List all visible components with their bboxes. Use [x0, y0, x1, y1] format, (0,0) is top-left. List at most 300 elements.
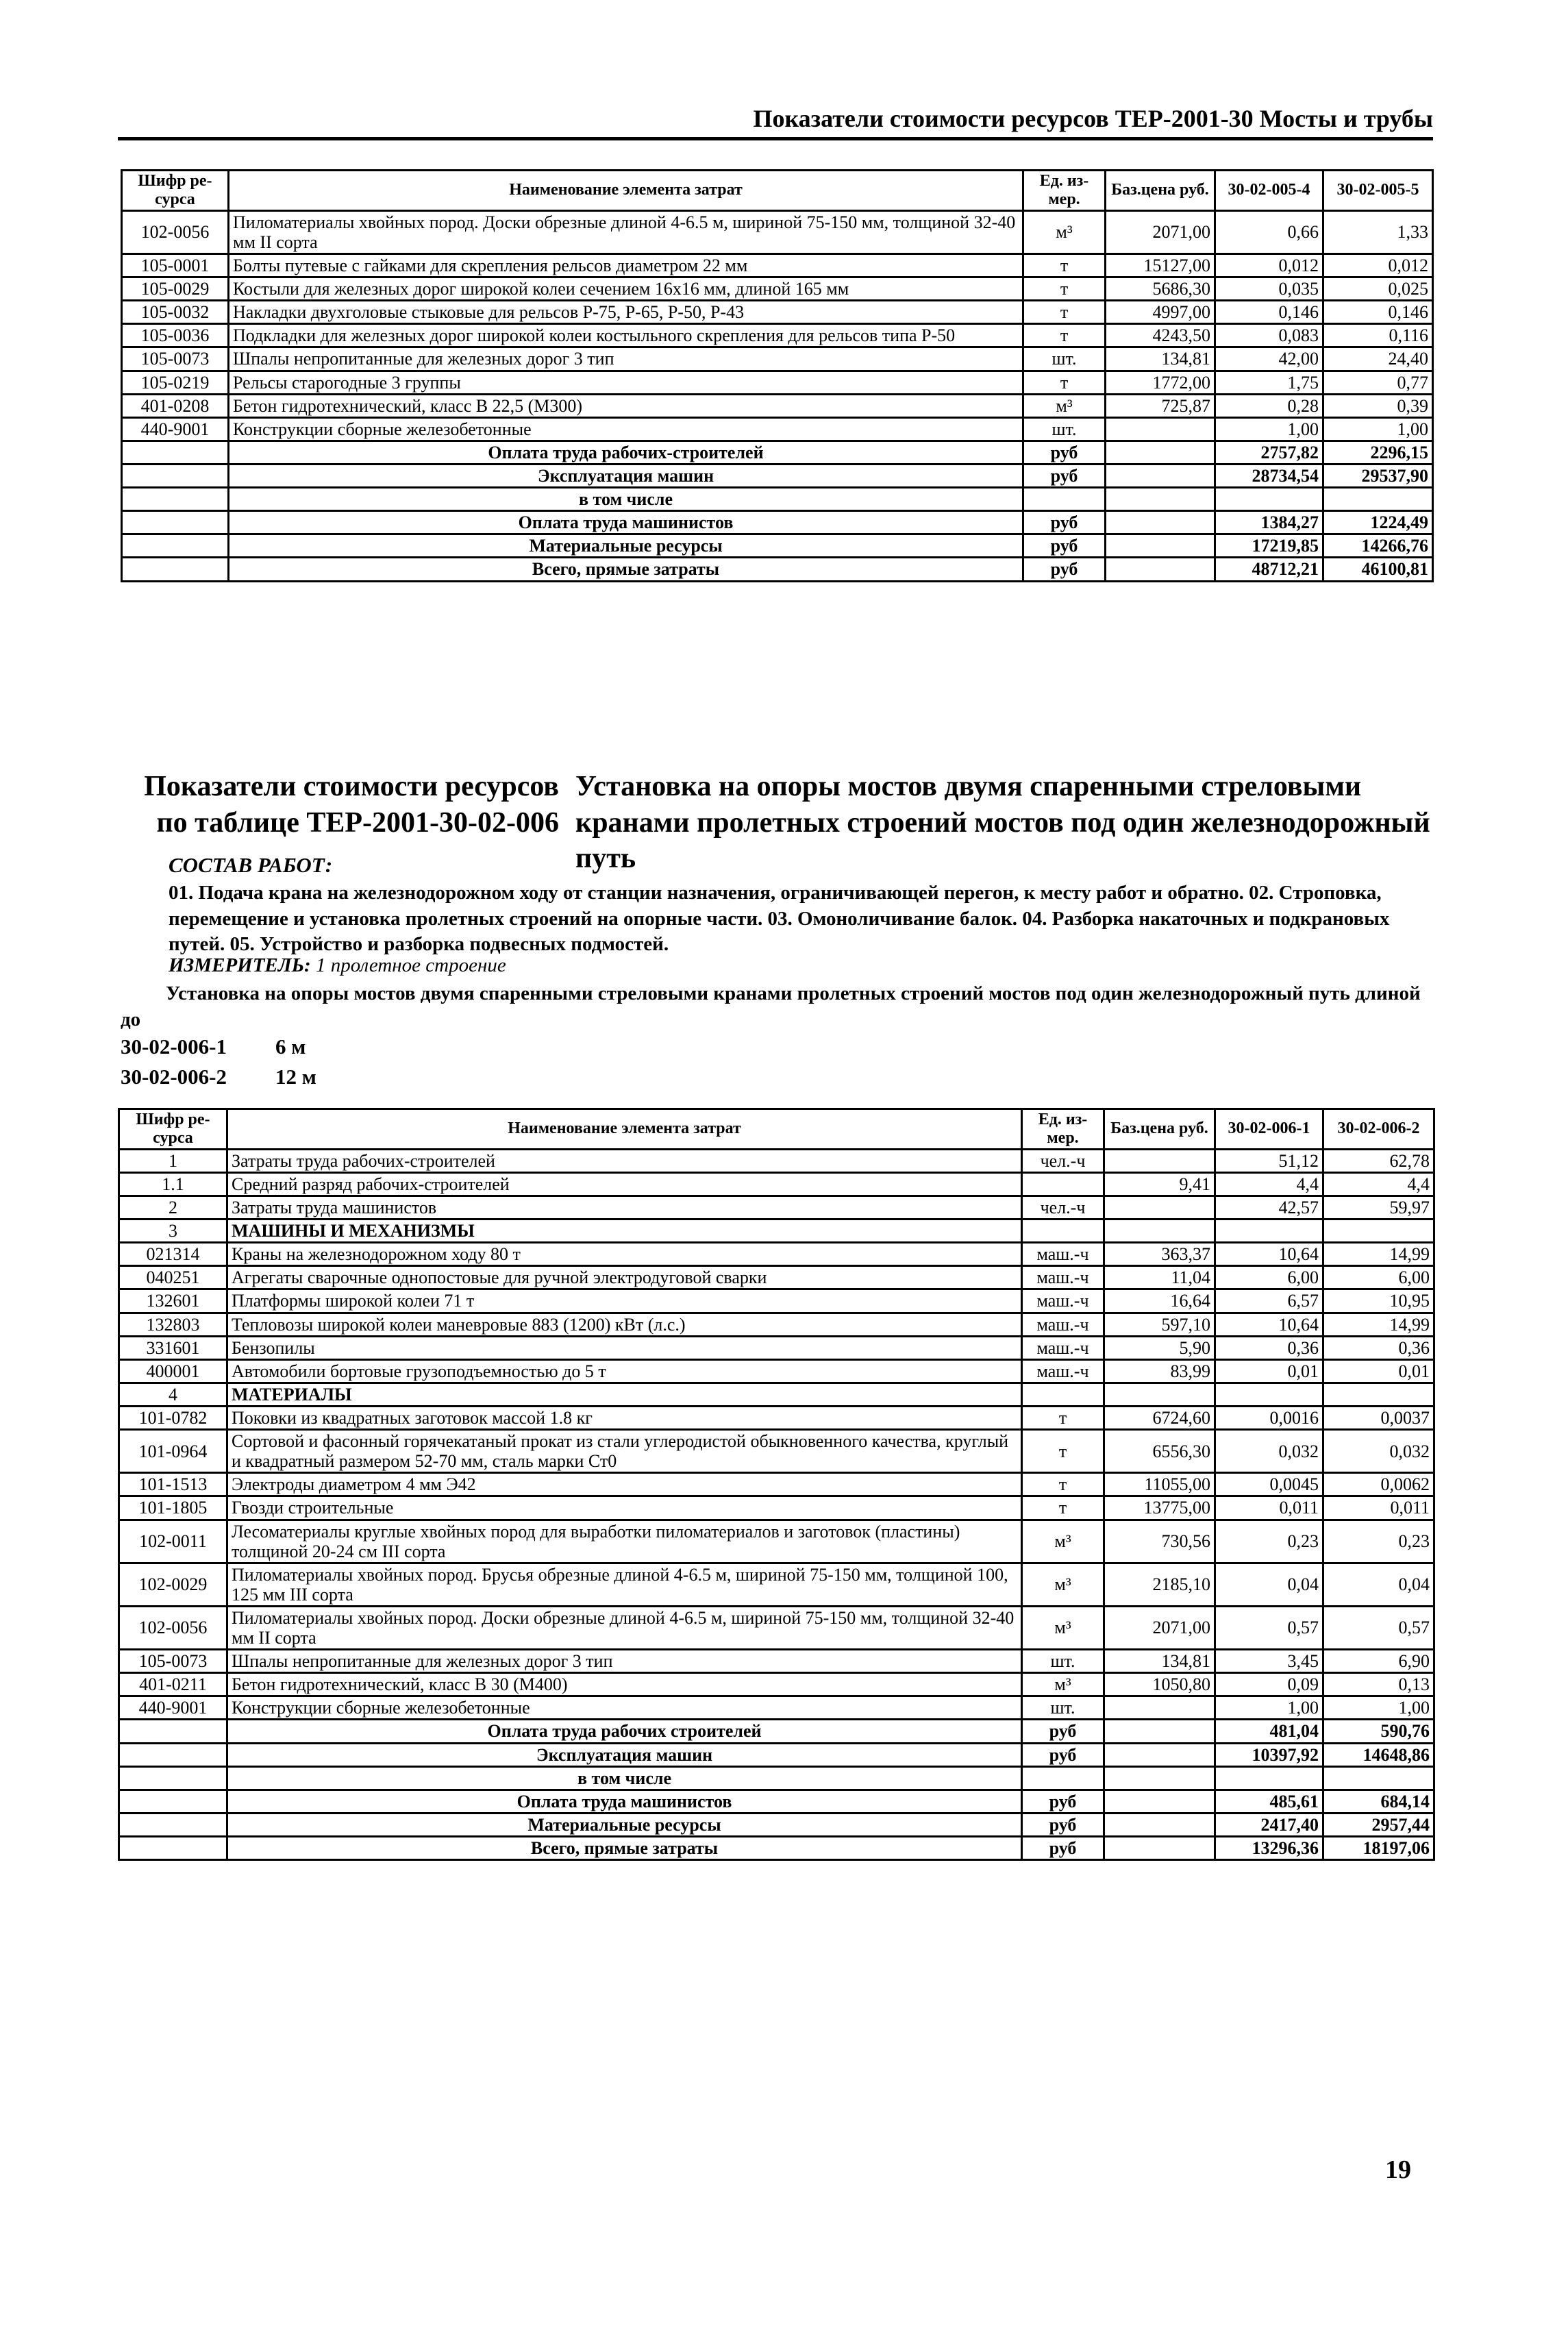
cell-unit: чел.-ч [1022, 1149, 1104, 1172]
cell-value-1: 0,66 [1215, 210, 1323, 253]
cell-value-2: 0,0037 [1323, 1406, 1434, 1429]
cell-value-1: 10,64 [1215, 1313, 1323, 1336]
cell-value-1: 0,032 [1215, 1430, 1323, 1473]
cell-value-1: 42,57 [1215, 1196, 1323, 1219]
table-row [119, 1696, 1434, 1720]
cell-value-1: 4,4 [1215, 1172, 1323, 1196]
cell-name: Средний разряд рабочих-строителей [227, 1172, 1022, 1196]
cell-value-2: 62,78 [1323, 1149, 1434, 1172]
cell-unit [1022, 1383, 1104, 1406]
cell-price: 11055,00 [1104, 1473, 1215, 1496]
cell-value-2: 14,99 [1323, 1313, 1434, 1336]
cell-value-1: 0,083 [1215, 324, 1323, 347]
cell-price [1104, 1149, 1215, 1172]
cell-name: Эксплуатация машин [227, 1743, 1022, 1766]
table-row [119, 1406, 1434, 1429]
cell-code: 102-0056 [122, 210, 229, 253]
cell-name: в том числе [229, 488, 1023, 511]
cell-name: в том числе [227, 1766, 1022, 1790]
table-row [119, 1430, 1434, 1473]
table-row [119, 1172, 1434, 1196]
code-row [121, 1032, 316, 1062]
cell-value-1: 2417,40 [1215, 1813, 1323, 1836]
table-row [119, 1149, 1434, 1172]
cell-price: 597,10 [1104, 1313, 1215, 1336]
table-row [122, 347, 1433, 371]
cell-value-1: 42,00 [1215, 347, 1323, 371]
cell-name: Бетон гидротехнический, класс В 30 (М400) [227, 1673, 1022, 1696]
cell-price: 15127,00 [1106, 253, 1215, 277]
cell-value-2: 1,00 [1323, 417, 1433, 441]
cell-value-1 [1215, 488, 1323, 511]
cell-value-1: 481,04 [1215, 1720, 1323, 1743]
cell-value-1 [1215, 1220, 1323, 1243]
cell-name: Шпалы непропитанные для железных дорог 3 тип [227, 1650, 1022, 1673]
cell-name: Накладки двухголовые стыковые для рельсов Р-75, Р-65, Р-50, Р-43 [229, 301, 1023, 324]
cell-value-1: 0,09 [1215, 1673, 1323, 1696]
cell-value-2: 10,95 [1323, 1289, 1434, 1313]
cell-name: Агрегаты сварочные однопостовые для ручной электродуговой сварки [227, 1266, 1022, 1289]
header-price: Баз.цена руб. [1106, 171, 1215, 211]
cell-name: Оплата труда машинистов [227, 1790, 1022, 1813]
cell-price: 730,56 [1104, 1520, 1215, 1563]
cell-price [1104, 1696, 1215, 1720]
cell-name: МАШИНЫ И МЕХАНИЗМЫ [227, 1220, 1022, 1243]
resource-table-005 [121, 169, 1434, 582]
cell-code: 4 [119, 1383, 227, 1406]
table-row [119, 1673, 1434, 1696]
cell-price [1104, 1837, 1215, 1860]
summary-row [122, 511, 1433, 534]
cell-code: 102-0029 [119, 1563, 227, 1606]
cell-value-2: 1224,49 [1323, 511, 1433, 534]
cell-code: 105-0001 [122, 253, 229, 277]
cell-code: 1 [119, 1149, 227, 1172]
cell-price [1106, 488, 1215, 511]
cell-value-1: 0,146 [1215, 301, 1323, 324]
code-id: 30-02-006-2 [121, 1065, 227, 1089]
cell-price: 134,81 [1106, 347, 1215, 371]
cell-value-2: 0,36 [1323, 1336, 1434, 1359]
cell-unit: маш.-ч [1022, 1266, 1104, 1289]
codes-list [121, 1032, 316, 1092]
cell-name: Подкладки для железных дорог широкой колеи костыльного скрепления для рельсов типа Р-50 [229, 324, 1023, 347]
cell-unit: маш.-ч [1022, 1243, 1104, 1266]
cell-name: Рельсы старогодные 3 группы [229, 371, 1023, 394]
header-name: Наименование элемента затрат [227, 1109, 1022, 1150]
cell-value-1: 0,0045 [1215, 1473, 1323, 1496]
summary-row [122, 464, 1433, 487]
cell-code: 040251 [119, 1266, 227, 1289]
cell-unit: маш.-ч [1022, 1313, 1104, 1336]
table-row [119, 1336, 1434, 1359]
cell-value-2: 0,0062 [1323, 1473, 1434, 1496]
cell-price: 6556,30 [1104, 1430, 1215, 1473]
cell-name: Тепловозы широкой колеи маневровые 883 (1200) кВт (л.с.) [227, 1313, 1022, 1336]
cell-name: Лесоматериалы круглые хвойных пород для выработки пиломатериалов и заготовок (пластины) толщиной 20-24 см III сорта [227, 1520, 1022, 1563]
cell-price [1104, 1220, 1215, 1243]
running-header: Показатели стоимости ресурсов ТЕР-2001-30 Мосты и трубы [118, 104, 1433, 140]
cell-code: 440-9001 [122, 417, 229, 441]
cell-unit: т [1023, 277, 1106, 301]
cell-name: Оплата труда рабочих-строителей [229, 441, 1023, 464]
cell-price [1106, 441, 1215, 464]
code-length: 12 м [275, 1065, 316, 1089]
cell-name: Автомобили бортовые грузоподъемностью до 5 т [227, 1359, 1022, 1383]
cell-value-2: 29537,90 [1323, 464, 1433, 487]
cell-value-1 [1215, 1766, 1323, 1790]
cell-value-1: 1,00 [1215, 417, 1323, 441]
cell-name: Шпалы непропитанные для железных дорог 3 тип [229, 347, 1023, 371]
cell-value-2: 2296,15 [1323, 441, 1433, 464]
cell-value-2: 0,77 [1323, 371, 1433, 394]
cell-unit: шт. [1022, 1650, 1104, 1673]
cell-unit [1023, 488, 1106, 511]
cell-price: 83,99 [1104, 1359, 1215, 1383]
cell-unit: чел.-ч [1022, 1196, 1104, 1219]
cell-value-2: 14,99 [1323, 1243, 1434, 1266]
summary-row [119, 1790, 1434, 1813]
cell-name: Бетон гидротехнический, класс В 22,5 (М300) [229, 394, 1023, 417]
cell-value-2 [1323, 1220, 1434, 1243]
code-row [121, 1062, 316, 1092]
cell-price: 363,37 [1104, 1243, 1215, 1266]
cell-name: Затраты труда рабочих-строителей [227, 1149, 1022, 1172]
header-unit: Ед. из-мер. [1023, 171, 1106, 211]
cell-unit: т [1022, 1406, 1104, 1429]
cell-value-2: 0,01 [1323, 1359, 1434, 1383]
cell-price: 13775,00 [1104, 1496, 1215, 1520]
header-unit: Ед. из-мер. [1022, 1109, 1104, 1150]
cell-name: Затраты труда машинистов [227, 1196, 1022, 1219]
cell-price [1104, 1743, 1215, 1766]
cell-price: 5,90 [1104, 1336, 1215, 1359]
cell-name: Бензопилы [227, 1336, 1022, 1359]
cell-value-1: 1,75 [1215, 371, 1323, 394]
cell-name: Сортовой и фасонный горячекатаный прокат из стали углеродистой обыкновенного качества, круглый и квадратный размером 52-70 мм, сталь марки Ст0 [227, 1430, 1022, 1473]
cell-value-2: 0,032 [1323, 1430, 1434, 1473]
cell-price: 725,87 [1106, 394, 1215, 417]
cell-unit: маш.-ч [1022, 1359, 1104, 1383]
cell-unit: руб [1022, 1790, 1104, 1813]
measure-value: 1 пролетное строение [315, 954, 506, 976]
cell-value-2: 684,14 [1323, 1790, 1434, 1813]
cell-name: Пиломатериалы хвойных пород. Доски обрезные длиной 4-6.5 м, шириной 75-150 мм, толщиной 32-40 мм II сорта [229, 210, 1023, 253]
cell-value-1: 0,01 [1215, 1359, 1323, 1383]
cell-value-1: 0,28 [1215, 394, 1323, 417]
code-length: 6 м [275, 1035, 306, 1059]
cell-code [119, 1837, 227, 1860]
table-row [119, 1220, 1434, 1243]
cell-value-2: 0,146 [1323, 301, 1433, 324]
cell-code: 331601 [119, 1336, 227, 1359]
summary-row [119, 1837, 1434, 1860]
cell-code [119, 1766, 227, 1790]
cell-code: 401-0211 [119, 1673, 227, 1696]
table-row [119, 1650, 1434, 1673]
header-v1: 30-02-006-1 [1215, 1109, 1323, 1150]
cell-value-2: 0,011 [1323, 1496, 1434, 1520]
cell-code: 105-0029 [122, 277, 229, 301]
table-row [122, 371, 1433, 394]
cell-name: Пиломатериалы хвойных пород. Брусья обрезные длиной 4-6.5 м, шириной 75-150 мм, толщиной 100, 125 мм III сорта [227, 1563, 1022, 1606]
cell-value-1: 6,00 [1215, 1266, 1323, 1289]
cell-value-1: 2757,82 [1215, 441, 1323, 464]
table-row [122, 324, 1433, 347]
table-header-row [122, 171, 1433, 211]
cell-unit: м³ [1022, 1606, 1104, 1649]
page-number: 19 [1385, 2155, 1411, 2184]
table-row [119, 1313, 1434, 1336]
cell-unit: т [1022, 1473, 1104, 1496]
cell-name: Оплата труда рабочих строителей [227, 1720, 1022, 1743]
cell-name: Материальные ресурсы [227, 1813, 1022, 1836]
cell-code: 2 [119, 1196, 227, 1219]
cell-value-1 [1215, 1383, 1323, 1406]
summary-row [122, 558, 1433, 581]
cell-price [1104, 1196, 1215, 1219]
table-row [119, 1606, 1434, 1649]
table-row [119, 1520, 1434, 1563]
cell-code [122, 534, 229, 558]
cell-name: Конструкции сборные железобетонные [227, 1696, 1022, 1720]
cell-code: 1.1 [119, 1172, 227, 1196]
cell-unit: шт. [1022, 1696, 1104, 1720]
cell-price: 2071,00 [1104, 1606, 1215, 1649]
summary-row [122, 441, 1433, 464]
cell-code: 021314 [119, 1243, 227, 1266]
cell-price: 1050,80 [1104, 1673, 1215, 1696]
cell-value-1: 0,04 [1215, 1563, 1323, 1606]
cell-name: Материальные ресурсы [229, 534, 1023, 558]
summary-row [122, 534, 1433, 558]
cell-code: 101-1513 [119, 1473, 227, 1496]
cell-price [1104, 1766, 1215, 1790]
cell-unit: т [1023, 301, 1106, 324]
cell-value-2: 0,13 [1323, 1673, 1434, 1696]
cell-value-2: 4,4 [1323, 1172, 1434, 1196]
table-row [122, 277, 1433, 301]
cell-value-1: 0,0016 [1215, 1406, 1323, 1429]
cell-unit: м³ [1023, 394, 1106, 417]
table-row [119, 1266, 1434, 1289]
summary-row [119, 1743, 1434, 1766]
cell-name: Конструкции сборные железобетонные [229, 417, 1023, 441]
cell-unit: м³ [1022, 1563, 1104, 1606]
cell-unit: руб [1022, 1813, 1104, 1836]
cell-code: 105-0073 [119, 1650, 227, 1673]
cell-name: Краны на железнодорожном ходу 80 т [227, 1243, 1022, 1266]
cell-value-1: 0,035 [1215, 277, 1323, 301]
cell-price [1106, 464, 1215, 487]
cell-value-2: 0,04 [1323, 1563, 1434, 1606]
cell-name: Болты путевые с гайками для скрепления рельсов диаметром 22 мм [229, 253, 1023, 277]
cell-unit: руб [1023, 534, 1106, 558]
cell-code: 105-0036 [122, 324, 229, 347]
table-row [119, 1383, 1434, 1406]
cell-code [119, 1743, 227, 1766]
code-id: 30-02-006-1 [121, 1035, 227, 1059]
cell-unit [1022, 1766, 1104, 1790]
cell-code [119, 1720, 227, 1743]
cell-unit: маш.-ч [1022, 1289, 1104, 1313]
cell-code: 132601 [119, 1289, 227, 1313]
cell-unit: т [1022, 1496, 1104, 1520]
cell-code: 101-1805 [119, 1496, 227, 1520]
cell-value-2: 0,116 [1323, 324, 1433, 347]
cell-unit: т [1023, 253, 1106, 277]
cell-price [1106, 534, 1215, 558]
cell-unit: руб [1022, 1720, 1104, 1743]
table-header-row [119, 1109, 1434, 1150]
cell-code [119, 1813, 227, 1836]
cell-code [122, 464, 229, 487]
composition-text: 01. Подача крана на железнодорожном ходу от станции назначения, ограничивающей перегон, к месту работ и обратно. 02. Строповка, перемещение и установка пролетных строений на опорные части. 03. Омоноличивание балок. 04. Разборка накаточных и подкрановых путей. 05. Устройство и разборка подвесных подмостей. [169, 882, 1390, 956]
cell-unit: руб [1022, 1837, 1104, 1860]
table-row [119, 1563, 1434, 1606]
cell-name: Костыли для железных дорог широкой колеи сечением 16х16 мм, длиной 165 мм [229, 277, 1023, 301]
cell-code [122, 558, 229, 581]
cell-code: 105-0073 [122, 347, 229, 371]
cell-name: МАТЕРИАЛЫ [227, 1383, 1022, 1406]
section-title-right: Установка на опоры мостов двумя спаренными стреловыми кранами пролетных строений мостов под один железнодорожный путь [575, 771, 1430, 874]
cell-value-2 [1323, 488, 1433, 511]
cell-unit: шт. [1023, 417, 1106, 441]
cell-unit: т [1022, 1430, 1104, 1473]
composition-label: СОСТАВ РАБОТ: [169, 853, 333, 877]
header-code: Шифр ре-сурса [122, 171, 229, 211]
cell-value-2: 18197,06 [1323, 1837, 1434, 1860]
summary-row [122, 488, 1433, 511]
cell-unit [1022, 1220, 1104, 1243]
summary-row [119, 1720, 1434, 1743]
cell-value-1: 3,45 [1215, 1650, 1323, 1673]
summary-row [119, 1813, 1434, 1836]
cell-name: Гвозди строительные [227, 1496, 1022, 1520]
cell-value-1: 28734,54 [1215, 464, 1323, 487]
table-row [122, 210, 1433, 253]
cell-code: 105-0219 [122, 371, 229, 394]
header-code: Шифр ре-сурса [119, 1109, 227, 1150]
header-v2: 30-02-006-2 [1323, 1109, 1434, 1150]
cell-value-1: 13296,36 [1215, 1837, 1323, 1860]
cell-code: 3 [119, 1220, 227, 1243]
cell-price: 16,64 [1104, 1289, 1215, 1313]
cell-value-2: 2957,44 [1323, 1813, 1434, 1836]
cell-unit: т [1023, 371, 1106, 394]
cell-unit: м³ [1022, 1673, 1104, 1696]
cell-value-1: 6,57 [1215, 1289, 1323, 1313]
cell-name: Пиломатериалы хвойных пород. Доски обрезные длиной 4-6.5 м, шириной 75-150 мм, толщиной 32-40 мм II сорта [227, 1606, 1022, 1649]
table-row [119, 1473, 1434, 1496]
table-row [122, 417, 1433, 441]
header-v1: 30-02-005-4 [1215, 171, 1323, 211]
cell-value-1: 0,36 [1215, 1336, 1323, 1359]
cell-price: 5686,30 [1106, 277, 1215, 301]
cell-value-1: 1384,27 [1215, 511, 1323, 534]
cell-value-2: 0,025 [1323, 277, 1433, 301]
header-price: Баз.цена руб. [1104, 1109, 1215, 1150]
cell-price [1106, 511, 1215, 534]
cell-code: 132803 [119, 1313, 227, 1336]
table-row [119, 1243, 1434, 1266]
cell-code: 102-0056 [119, 1606, 227, 1649]
cell-value-2: 6,90 [1323, 1650, 1434, 1673]
table-row [122, 394, 1433, 417]
cell-price: 9,41 [1104, 1172, 1215, 1196]
measure-line [169, 954, 1422, 977]
cell-name: Платформы широкой колеи 71 т [227, 1289, 1022, 1313]
cell-value-1: 10,64 [1215, 1243, 1323, 1266]
cell-unit: м³ [1022, 1520, 1104, 1563]
cell-code [122, 488, 229, 511]
cell-code [122, 441, 229, 464]
cell-price [1104, 1790, 1215, 1813]
cell-price: 1772,00 [1106, 371, 1215, 394]
cell-value-1: 51,12 [1215, 1149, 1323, 1172]
cell-name: Всего, прямые затраты [227, 1837, 1022, 1860]
table-row [119, 1359, 1434, 1383]
cell-unit: шт. [1023, 347, 1106, 371]
cell-unit: т [1023, 324, 1106, 347]
cell-unit: руб [1023, 441, 1106, 464]
cell-value-2: 59,97 [1323, 1196, 1434, 1219]
cell-value-2: 0,39 [1323, 394, 1433, 417]
table-row [119, 1496, 1434, 1520]
table-row [122, 253, 1433, 277]
section-title-left: Показатели стоимости ресурсов по таблице ТЕР-2001-30-02-006 [144, 771, 559, 839]
cell-value-2 [1323, 1766, 1434, 1790]
cell-code: 105-0032 [122, 301, 229, 324]
summary-row [119, 1766, 1434, 1790]
cell-price: 4243,50 [1106, 324, 1215, 347]
cell-name: Поковки из квадратных заготовок массой 1.8 кг [227, 1406, 1022, 1429]
table-row [122, 301, 1433, 324]
cell-price: 6724,60 [1104, 1406, 1215, 1429]
table1-body [122, 210, 1433, 581]
cell-value-2: 6,00 [1323, 1266, 1434, 1289]
cell-price: 4997,00 [1106, 301, 1215, 324]
cell-unit: руб [1023, 558, 1106, 581]
cell-value-1: 48712,21 [1215, 558, 1323, 581]
cell-value-2: 0,23 [1323, 1520, 1434, 1563]
header-name: Наименование элемента затрат [229, 171, 1023, 211]
cell-price [1104, 1383, 1215, 1406]
cell-value-1: 485,61 [1215, 1790, 1323, 1813]
cell-price [1104, 1813, 1215, 1836]
cell-name: Электроды диаметром 4 мм Э42 [227, 1473, 1022, 1496]
cell-code: 400001 [119, 1359, 227, 1383]
cell-value-2: 14266,76 [1323, 534, 1433, 558]
cell-value-1: 0,57 [1215, 1606, 1323, 1649]
cell-value-2: 0,012 [1323, 253, 1433, 277]
cell-value-2: 1,33 [1323, 210, 1433, 253]
cell-value-1: 0,23 [1215, 1520, 1323, 1563]
cell-value-2: 14648,86 [1323, 1743, 1434, 1766]
table2-body [119, 1149, 1434, 1859]
header-v2: 30-02-005-5 [1323, 171, 1433, 211]
cell-code [122, 511, 229, 534]
cell-unit: руб [1022, 1743, 1104, 1766]
cell-name: Всего, прямые затраты [229, 558, 1023, 581]
cell-code: 102-0011 [119, 1520, 227, 1563]
cell-unit: маш.-ч [1022, 1336, 1104, 1359]
cell-value-2: 46100,81 [1323, 558, 1433, 581]
cell-unit: руб [1023, 511, 1106, 534]
cell-price: 11,04 [1104, 1266, 1215, 1289]
cell-code: 440-9001 [119, 1696, 227, 1720]
cell-price: 2185,10 [1104, 1563, 1215, 1606]
